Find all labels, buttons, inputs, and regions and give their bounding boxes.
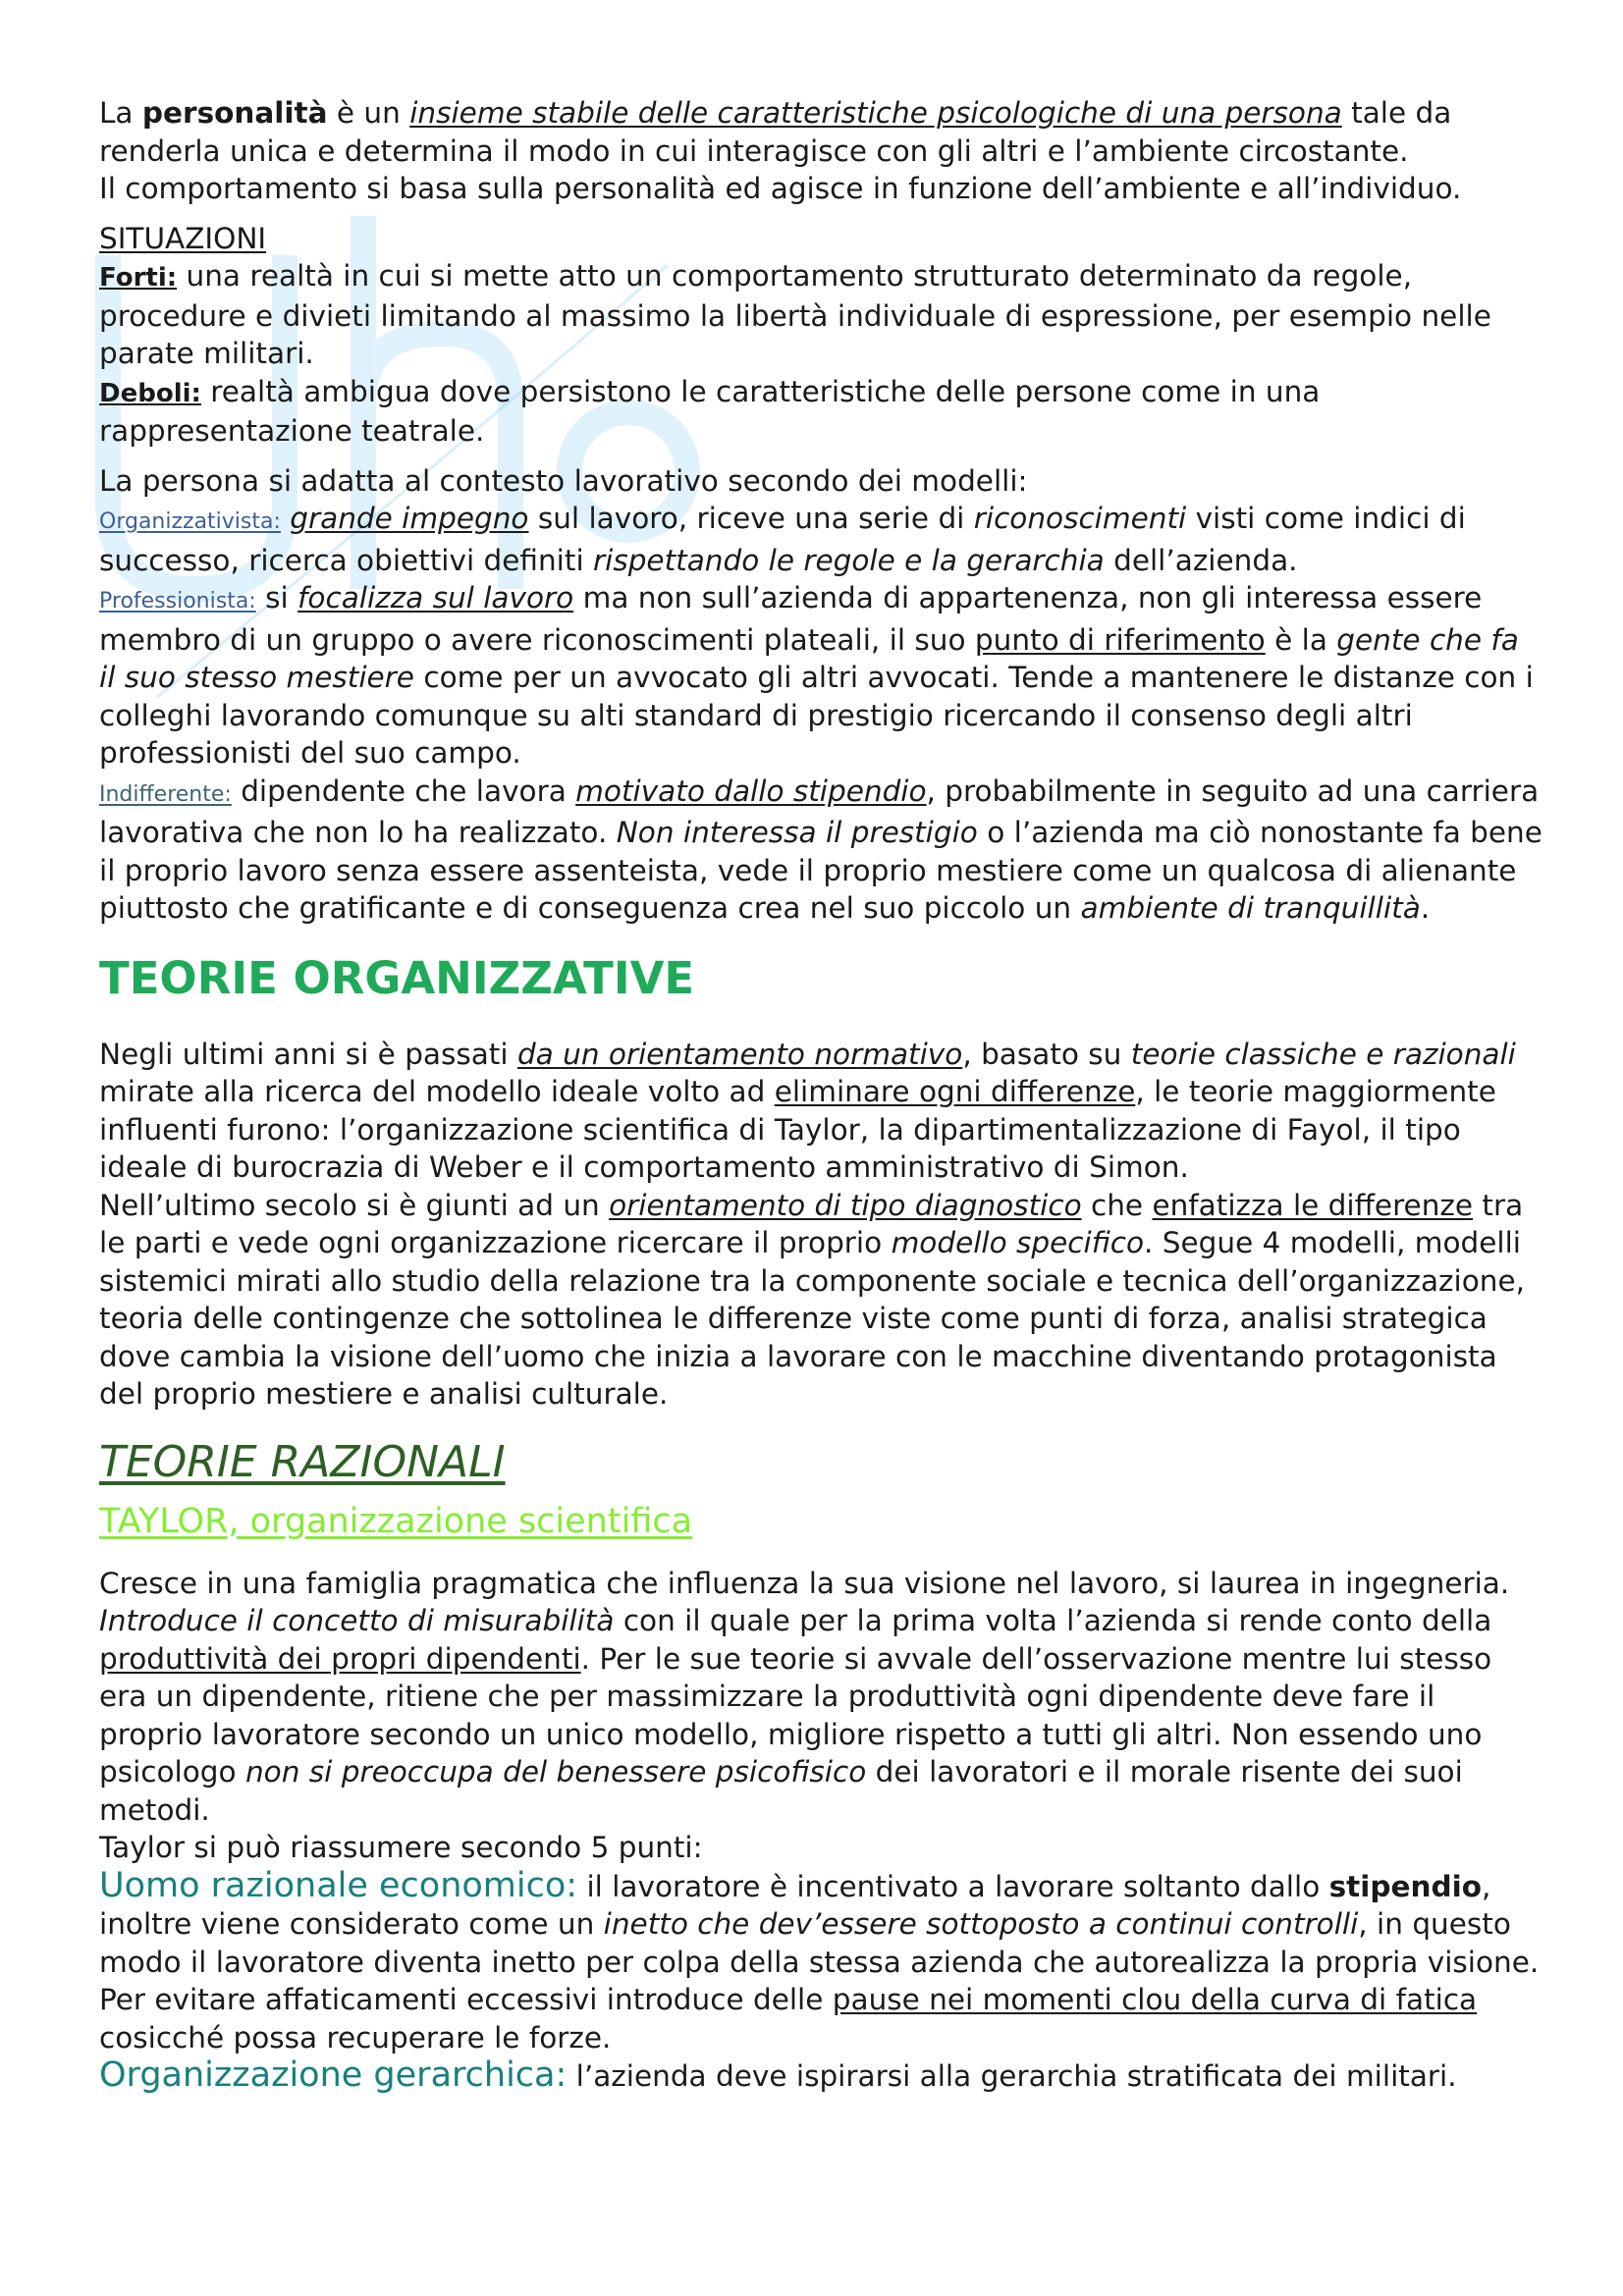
modello-indifferente: Indifferente: dipendente che lavora motivato dallo stipendio, probabilmente in seguito ad una carriera lavorativa che non lo ha realizzato. Non interessa il prestigio o l’azienda ma ciò nonostante fa bene il proprio lavoro senza essere assenteista, vede il proprio mestiere come un qualcosa di alienante piuttosto che gratificante e di conseguenza crea nel suo piccolo un ambiente di tranquillità.: [99, 774, 1542, 925]
document-page: [99, 94, 1542, 2096]
situazioni-forti: Forti: una realtà in cui si mette atto un comportamento strutturato determinato da regole, procedure e divieti limitando al massimo la libertà individuale di espressione, per esempio nelle parate militari.: [99, 259, 1491, 370]
taylor-paragraph-3: Taylor si può riassumere secondo 5 punti:: [99, 1831, 703, 1864]
modello-organizzativista: Organizzativista: grande impegno sul lavoro, riceve una serie di riconoscimenti visti come indici di successo, ricerca obiettivi definiti rispettando le regole e la gerarchia dell’azienda.: [99, 502, 1466, 577]
teorie-organizzative-paragraph: Negli ultimi anni si è passati da un orientamento normativo, basato su teorie classiche e razionali mirate alla ricerca del modello ideale volto ad eliminare ogni differenze, le teorie maggiormente influenti furono: l’organizzazione scientifica di Taylor, la dipartimentalizzazione di Fayol, il tipo ideale di burocrazia di Weber e il comportamento amministrativo di Simon.: [99, 1037, 1516, 1184]
situazioni-title: SITUAZIONI: [99, 221, 267, 255]
taylor-paragraph-2: Introduce il concetto di misurabilità con il quale per la prima volta l’azienda si rende conto della produttività dei propri dipendenti. Per le sue teorie si avvale dell’osservazione mentre lui stesso era un dipendente, ritiene che per massimizzare la produttività ogni dipendente deve fare il proprio lavoratore secondo un unico modello, migliore rispetto a tutti gli altri. Non essendo uno psicologo non si preoccupa del benessere psicofisico dei lavoratori e il morale risente dei suoi metodi.: [99, 1604, 1492, 1827]
modelli-intro: La persona si adatta al contesto lavorativo secondo dei modelli:: [99, 463, 1028, 498]
heading-teorie-razionali: TEORIE RAZIONALI: [99, 1436, 506, 1487]
subheading-taylor: TAYLOR, organizzazione scientifica: [99, 1501, 693, 1541]
teorie-organizzative-paragraph-2: Nell’ultimo secolo si è giunti ad un orientamento di tipo diagnostico che enfatizza le differenze tra le parti e vede ogni organizzazione ricercare il proprio modello specifico. Segue 4 modelli, modelli sistemici mirati allo studio della relazione tra la componente sociale e tecnica dell’organizzazione, teoria delle contingenze che sottolinea le differenze viste come punti di forza, analisi strategica dove cambia la visione dell’uomo che inizia a lavorare con le macchine diventando protagonista del proprio mestiere e analisi culturale.: [99, 1188, 1525, 1411]
intro-paragraph-2: Il comportamento si basa sulla personalità ed agisce in funzione dell’ambiente e all’individuo.: [99, 172, 1462, 205]
taylor-point-gerarchica: Organizzazione gerarchica: l’azienda deve ispirarsi alla gerarchia stratificata dei militari.: [99, 2056, 1457, 2095]
taylor-point-uomo: Uomo razionale economico: il lavoratore è incentivato a lavorare soltanto dallo stipendio, inoltre viene considerato come un inetto che dev’essere sottoposto a continui controlli, in questo modo il lavoratore diventa inetto per colpa della stessa azienda che autorealizza la propria visione. Per evitare affaticamenti eccessivi introduce delle pause nei momenti clou della curva di fatica cosicché possa recuperare le forze.: [99, 1865, 1540, 2055]
modello-professionista: Professionista: si focalizza sul lavoro ma non sull’azienda di appartenenza, non gli interessa essere membro di un gruppo o avere riconoscimenti plateali, il suo punto di riferimento è la gente che fa il suo stesso mestiere come per un avvocato gli altri avvocati. Tende a mantenere le distanze con i colleghi lavorando comunque su alti standard di prestigio ricercando il consenso degli altri professionisti del suo campo.: [99, 581, 1534, 770]
intro-paragraph: La personalità è un insieme stabile delle caratteristiche psicologiche di una persona tale da renderla unica e determina il modo in cui interagisce con gli altri e l’ambiente circostante.: [99, 96, 1452, 168]
taylor-paragraph-1: Cresce in una famiglia pragmatica che influenza la sua visione nel lavoro, si laurea in ingegneria.: [99, 1566, 1510, 1600]
heading-teorie-organizzative: TEORIE ORGANIZZATIVE: [99, 951, 695, 1004]
situazioni-deboli: Deboli: realtà ambigua dove persistono le caratteristiche delle persone come in una rappresentazione teatrale.: [99, 374, 1321, 448]
